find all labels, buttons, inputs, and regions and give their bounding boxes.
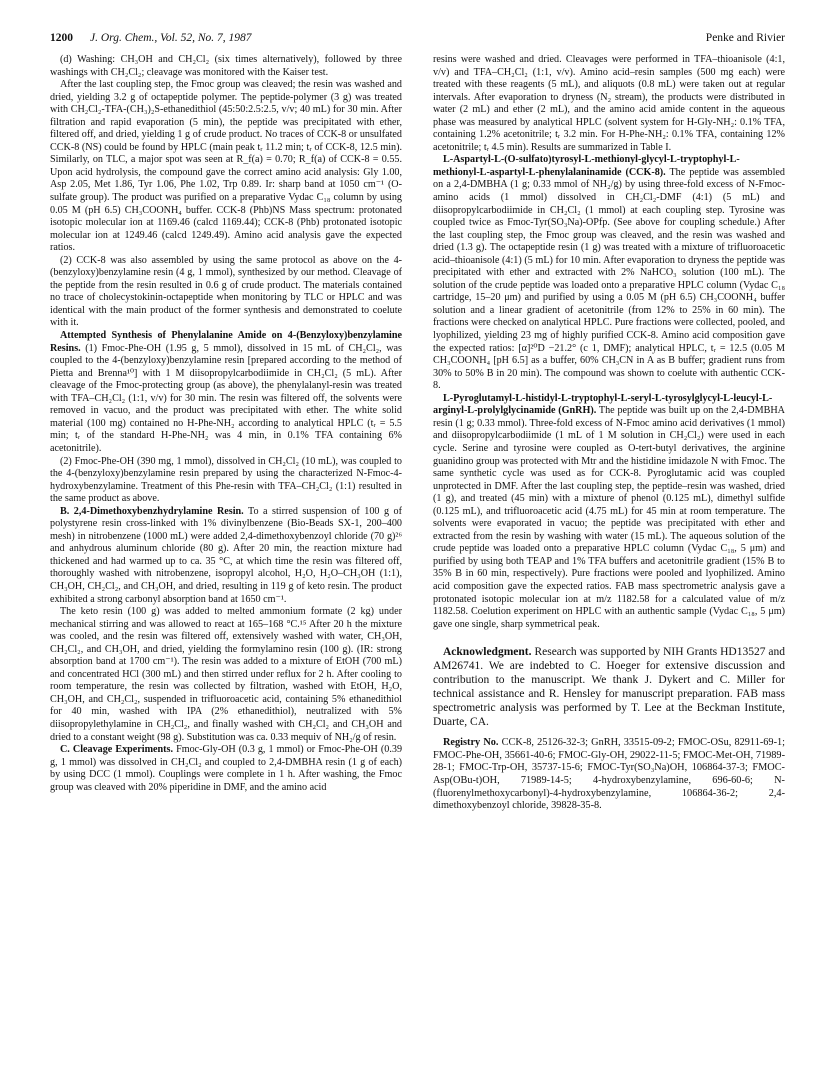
paragraph-cck8-synthesis bbox=[433, 154, 785, 392]
paragraph-fmoc-phe: (2) Fmoc-Phe-OH (390 mg, 1 mmol), dissolved in CH₂Cl₂ (10 mL), was coupled to the 4-(benzyloxy)benzylamine resin prepared by using the characterized N-Fmoc-4-hydroxybenzylamine. Treatment of this Phe-resin with TFA–CH₂Cl₂ (1:1) resulted in the same product as above. bbox=[50, 455, 402, 505]
text-attempted-synthesis: (1) Fmoc-Phe-OH (1.95 g, 5 mmol), dissolved in 15 mL of CH₂Cl₂, was coupled to the 4-(benzyloxy)benzylamine resin [prepared according to the method of Pietta and Brenna¹⁰] with 1 M diisopropylcarbodiimide in CH₂Cl₂ (5 mL). After cleavage of the Fmoc-protecting group (as above), the phenylalanyl-resin was treated with TFA–CH₂Cl₂ (1:1, v/v) for 30 min. The resin was filtered off, the solvents were removed in vacuo, and the product was precipitated with ether. The white solid material (100 mg) contained no H-Phe-NH₂ according to analytical HPLC (tᵣ = 5.5 min; tᵣ of the standard H-Phe-NH₂ was 4 min, in 0.1% TFA containing 6% acetonitrile). bbox=[50, 342, 402, 454]
paragraph-resins-cleavage: resins were washed and dried. Cleavages were performed in TFA–thioanisole (4:1, v/v) and TFA–CH₂Cl₂ (1:1, v/v). Amino acid–resin samples (500 mg each) were treated with these reagents (5 mL), and aliquots (0.8 mL) were taken out at regular intervals. After evaporation to dryness (N₂ stream), the products were distributed in water (2 mL) and ether (2 mL), and the amino acid amide content in the aqueous phase was measured by analytical HPLC (solvent system for H-Gly-NH₂: 0.1% TFA, containing 1.2% acetonitrile; tᵣ 3.2 min. For H-Phe-NH₂: 0.1% TFA, containing 12% acetonitrile; tᵣ 4.5 min). Results are summarized in Table I. bbox=[433, 54, 785, 153]
registry-heading: Registry No. bbox=[443, 737, 499, 749]
heading-gnrh: L-Pyroglutamyl-L-histidyl-L-tryptophyl-L-seryl-L-tyrosylglycyl-L-leucyl-L-arginyl-L-prolylglycinamide (GnRH). bbox=[433, 392, 773, 417]
paragraph-cleavage-ccK8: After the last coupling step, the Fmoc group was cleaved; the resin was washed and dried, yielding 3.2 g of octapeptide polymer. The peptide-polymer (3 g) was treated with CH₂Cl₂-TFA-(CH₃)₂S-ethanedithiol (45:50:2.5:2.5, v/v; 40 mL) for 30 min. After filtration and rapid evaporation (5 min), the peptide was precipitated with ether, filtered off, and dried, yielding 1 g of crude product. No traces of CCK-8 or unsulfated CCK-8 (NS) could be found by HPLC (main peak tᵣ 11.2 min; tᵣ of CCK-8, 12.5 min). Similarly, on TLC, a major spot was seen at R_f(a) = 0.70; R_f(a) of CCK-8 = 0.55. Upon acid hydrolysis, the compound gave the correct amino acid analysis: Gly 1.00, Asp 2.05, Met 1.86, Tyr 1.06, Phe 1.02, Trp 0.89. Ir: sharp band at 1050 cm⁻¹ (O-sulfate group). The product was purified on a preparative Vydac C₁₈ column by using 0.05 M (pH 6.5) CH₃COONH₄ buffer. CCK-8 (Phb)NS Mass spectrum: protonated isotopic molecular ion at 1169.46 (calcd 1169.44); CCK-8 (Phb) protonated isotopic molecular ion at 1249.46 (calcd 1249.49). Amino acid analysis gave the expected ratios. bbox=[50, 79, 402, 254]
heading-cleavage-experiments: C. Cleavage Experiments. bbox=[60, 744, 173, 756]
heading-attempted-synthesis: Attempted Synthesis of Phenylalanine Amide on 4-(Benzyloxy)benzylamine Resins. bbox=[50, 330, 402, 354]
paragraph-washing: (d) Washing: CH₃OH and CH₂Cl₂ (six times alternatively), followed by three washings with CH₂Cl₂; cleavage was monitored with the Kaiser test. bbox=[50, 54, 402, 78]
text-cck8: The peptide was assembled on a 2,4-DMBHA (1 g; 0.33 mmol of NH₂/g) by using three-fold excess of N-Fmoc-amino acids (1 mmol) dissolved in CH₂Cl₂-DMF (4:1) (5 mL) and diisopropylcarbodiimide in CH₂Cl₂ (1 mmol) at each coupling step. Tyrosine was coupled twice as Fmoc-Tyr(SO₃Na)-OPfp. (See above for coupling schedule.) After the last coupling step, the Fmoc group was cleaved, and the resin was washed and dried (1.3 g). The octapeptide resin (1 g) was treated with a mixture of trifluoroacetic acid–thioanisole (4:1) (5 mL) for 10 min. After evaporation to dryness the peptide was precipitated with ether and extracted with 2% NaHCO₃ solution (100 mL). The solution of the crude peptide was loaded onto a preparative HPLC column (Vydac C₁₈ cartridge, 15–20 μm) and purified by using a 0.05 M (pH 6.5) CH₃COONH₄ buffer solution and a linear gradient of acetonitrile (from 12% to 25% in 60 min). The fractions were checked on analytical HPLC. Pure fractions were collected, pooled, and lyophilized, yielding 23 mg of highly purified CCK-8. Amino acid composition gave the expected ratios: [α]²⁰D −21.2° (c 1, DMF); analytical HPLC, tᵣ = 12.5 (0.05 M CH₃COONH₄ [pH 6.5] as a buffer, 60% CH₃CN in A as B buffer; gradient runs from 30% to 50% B in 20 min). The compound was shown to coelute with authentic CCK-8. bbox=[433, 166, 785, 392]
text-cleavage-experiments: Fmoc-Gly-OH (0.3 g, 1 mmol) or Fmoc-Phe-OH (0.39 g, 1 mmol) was dissolved in CH₂Cl₂ and coupled to 2,4-DMBHA resin (1 g of each) by using DCC (1 mmol). Couplings were complete in 1 h. After washing, the Fmoc group was cleaved with 20% piperidine in DMF, and the amino acid bbox=[50, 744, 403, 793]
journal-citation: J. Org. Chem., Vol. 52, No. 7, 1987 bbox=[90, 32, 252, 44]
paragraph-dmbha-resin bbox=[50, 506, 402, 606]
registry-numbers bbox=[433, 737, 785, 813]
right-column bbox=[433, 54, 785, 813]
paragraph-cleavage-experiments bbox=[50, 744, 402, 794]
text-dmbha-resin: To a stirred suspension of 100 g of polystyrene resin cross-linked with 1% divinylbenzene (Bio-Beads SX-1, 200–400 mesh) in nitrobenzene (1000 mL) were added 2,4-dimethoxybenzoyl chloride (70 g)²⁶ and anhydrous aluminum chloride (80 g). After 20 min, the reaction mixture had thickened and had warmed up to ca. 35 °C, at which time the resin was filtered off, thoroughly washed with nitrobenzene, isopropyl alcohol, H₂O, H₂O–CH₃OH (1:1), CH₃OH, CH₂Cl₂, and CH₃OH, and dried, resulting in 119 g of keto resin. The product exhibited a strong carbonyl absorption band at 1650 cm⁻¹. bbox=[50, 505, 402, 605]
page-header bbox=[50, 32, 785, 48]
registry-text: CCK-8, 25126-32-3; GnRH, 33515-09-2; FMOC-OSu, 82911-69-1; FMOC-Phe-OH, 35661-40-6; FMOC-Gly-OH, 29022-11-5; FMOC-Met-OH, 71989-28-1; FMOC-Trp-OH, 35737-15-6; FMOC-Tyr(SO₃Na)OH, 106864-37-3; FMOC-Asp(OBu-t)OH, 71989-14-5; 4-hydroxybenzylamine, 696-60-6; N-(fluorenylmethoxycarbonyl)-4-hydroxybenzylamine, 106864-36-2; 2,4-dimethoxybenzoyl chloride, 39828-35-8. bbox=[433, 737, 786, 812]
heading-cck8: L-Aspartyl-L-(O-sulfato)tyrosyl-L-methionyl-glycyl-L-tryptophyl-L-methionyl-L-aspartyl-L-phenylalaninamide (CCK-8). bbox=[433, 154, 740, 178]
acknowledgment bbox=[433, 645, 785, 729]
paragraph-benzyloxy-resin: (2) CCK-8 was also assembled by using the same protocol as above on the 4-(benzyloxy)benzylamine resin (4 g, 1 mmol), synthesized by our method. Cleavage of the peptide from the resin resulted in 0.6 g of crude product. The materials contained no trace of cholecystokinin-octapeptide when monitoring by TLC or HPLC and was identical with the main product of the former synthesis and demonstrated to coelute with it. bbox=[50, 254, 402, 329]
left-column bbox=[50, 54, 402, 794]
page-number: 1200 bbox=[50, 32, 73, 44]
text-gnrh: The peptide was built up on the 2,4-DMBHA resin (1 g; 0.33 mmol). Three-fold excess of N-Fmoc amino acid derivatives (1 mmol) and diisopropylcarbodiimide (1 mL of 1 M solution in CH₂Cl₂) were used in each cycle. Serine and tyrosine were coupled as O-tert-butyl derivatives, the arginine guanidino group was protected with Mtr and the histidine imidazole N with Fmoc. The same synthetic cycle was used as for CCK-8. Pyroglutamic acid was coupled unprotected in DMF. After the last coupling step, the peptide–resin was washed, dried (1 g), and treated (45 min) with a mixture of phenol (0.125 mL), dimethyl sulfide (0.125 mL), and trifluoroacetic acid (4.75 mL) for 45 min at room temperature. The solvents were evaporated in vacuo; the peptide was precipitated with ether and extracted from the resin by washing with water (15 mL). The aqueous solution of the crude peptide was loaded onto a preparative HPLC column (Vydac C₁₈, 5 μm) and purified by using both TEAP and 1% TFA buffers and acetonitrile gradient (15% B to 35% B in 60 min, respectively). Pure fractions were pooled and lyophilized. Amino acid composition gave the expected ratios. FAB mass spectrometric analysis gave a protonated isotopic molecular ion at m/z 1182.58 for a calculated value of m/z 1182.58. Coelution experiment on HPLC with an authentic sample (Vydac C₁₈, 5 μm) gave one single, sharp symmetrical peak. bbox=[433, 405, 785, 630]
acknowledgment-text: Research was supported by NIH Grants HD13527 and AM26741. We are indebted to C. Hoeger for extensive discussion and contribution to the manuscript. We thank J. Dykert and C. Miller for technical assistance and R. Hensley for manuscript preparation. FAB mass spectrometric analysis was performed by T. Lee at the Beckman Institute, Duarte, CA. bbox=[433, 646, 786, 729]
acknowledgment-heading: Acknowledgment. bbox=[443, 646, 532, 659]
paragraph-attempted-synthesis bbox=[50, 330, 402, 455]
running-authors: Penke and Rivier bbox=[705, 32, 785, 44]
paragraph-gnrh-synthesis bbox=[433, 393, 785, 631]
heading-dmbha-resin: B. 2,4-Dimethoxybenzhydrylamine Resin. bbox=[60, 505, 244, 517]
paragraph-keto-resin: The keto resin (100 g) was added to melted ammonium formate (2 kg) under mechanical stirring and was allowed to react at 165–168 °C.¹⁵ After 20 h the mixture was cooled, and the resin was filtered off, extensively washed with water, CH₃OH, CH₂Cl₂, and CH₃OH, and dried, yielding the formylamino resin (100 g). (IR: strong absorption band at 1700 cm⁻¹). The resin was added to a mixture of EtOH (700 mL) and concentrated HCl (300 mL) and then stirred under reflux for 2 h. After cooling to room temperature, the resin was collected by filtration, washed with EtOH, H₂O, CH₃OH, and CH₂Cl₂, suspended in trifluoroacetic acid, containing 5% ethanedithiol for 40 min, washed with IPA (2% ethanedithiol), neutralized with 5% diisopropylethylamine in CH₂Cl₂, and finally washed with CH₂Cl₂ and CH₃OH and dried to a constant weight (98 g). Substitution was ca. 0.33 mequiv of NH₂/g of resin. bbox=[50, 606, 402, 743]
